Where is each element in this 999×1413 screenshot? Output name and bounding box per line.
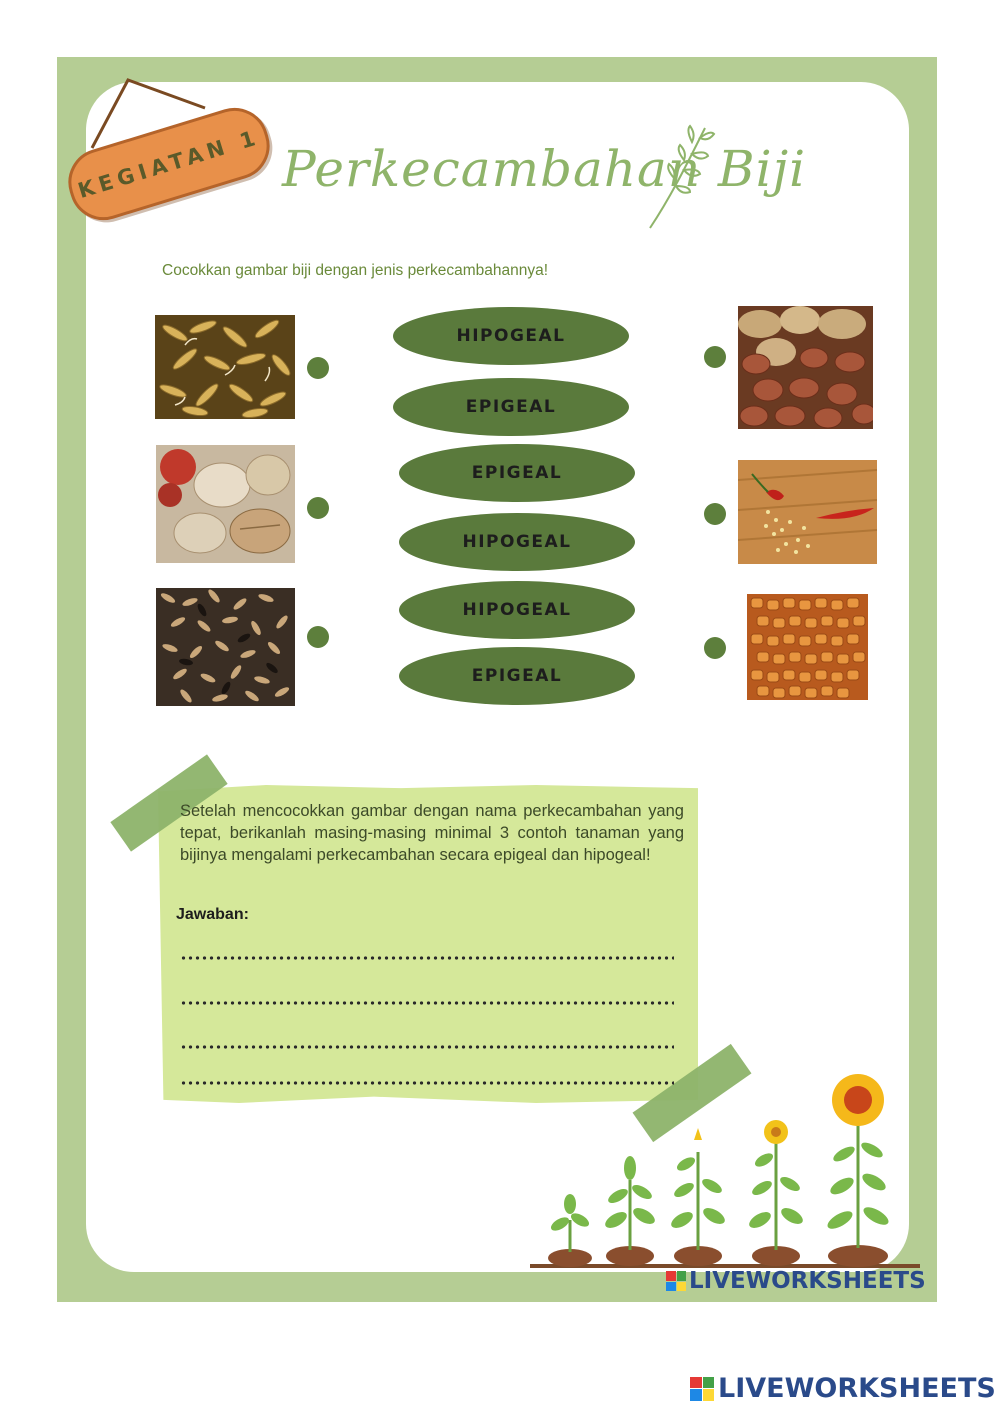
match-dot-right-3[interactable] xyxy=(704,637,726,659)
option-pill[interactable] xyxy=(399,647,635,705)
option-pill-label: EPIGEAL xyxy=(465,397,557,417)
rambutan-seeds-photo xyxy=(156,445,295,563)
answer-label: Jawaban: xyxy=(176,906,249,923)
option-pill-label: EPIGEAL xyxy=(471,463,563,483)
option-pill[interactable] xyxy=(399,444,635,502)
instruction-text: Cocokkan gambar biji dengan jenis perkecambahannya! xyxy=(162,262,549,279)
liveworksheets-logo-icon xyxy=(690,1377,714,1401)
option-pill-label: EPIGEAL xyxy=(471,666,563,686)
match-dot-right-2[interactable] xyxy=(704,503,726,525)
option-pill-label: HIPOGEAL xyxy=(462,532,572,552)
brand-watermark-inner xyxy=(666,1268,926,1294)
question-text: Setelah mencocokkan gambar dengan nama perkecambahan yang tepat, berikanlah masing-masing minimal 3 contoh tanaman yang bijinya mengalami perkecambahan secara epigeal dan hipogeal! xyxy=(180,802,684,864)
liveworksheets-logo-icon xyxy=(666,1271,686,1291)
mixed-grains-photo xyxy=(156,588,295,706)
answer-line-1[interactable] xyxy=(180,956,674,960)
answer-line-2[interactable] xyxy=(180,1001,674,1005)
option-pill[interactable] xyxy=(399,581,635,639)
match-dot-right-1[interactable] xyxy=(704,346,726,368)
peanuts-photo xyxy=(738,306,873,429)
brand-name: LIVEWORKSHEETS xyxy=(689,1268,926,1294)
brand-watermark-outer xyxy=(690,1373,996,1404)
corn-kernels-photo xyxy=(747,594,868,700)
chili-seeds-photo xyxy=(738,460,877,564)
plant-growth-illustration xyxy=(530,1070,920,1275)
rice-grains-photo xyxy=(155,315,295,419)
leaf-sprig-icon xyxy=(640,118,720,238)
option-pill[interactable] xyxy=(393,307,629,365)
match-dot-left-2[interactable] xyxy=(307,497,329,519)
option-pill[interactable] xyxy=(399,513,635,571)
option-pill-label: HIPOGEAL xyxy=(462,600,572,620)
option-pill-label: HIPOGEAL xyxy=(456,326,566,346)
brand-name: LIVEWORKSHEETS xyxy=(718,1373,996,1404)
option-pill[interactable] xyxy=(393,378,629,436)
activity-badge-label: KEGIATAN 1 xyxy=(75,124,263,204)
match-dot-left-1[interactable] xyxy=(307,357,329,379)
answer-line-3[interactable] xyxy=(180,1045,674,1049)
match-dot-left-3[interactable] xyxy=(307,626,329,648)
page-title: Perkecambahan Biji xyxy=(282,140,807,198)
